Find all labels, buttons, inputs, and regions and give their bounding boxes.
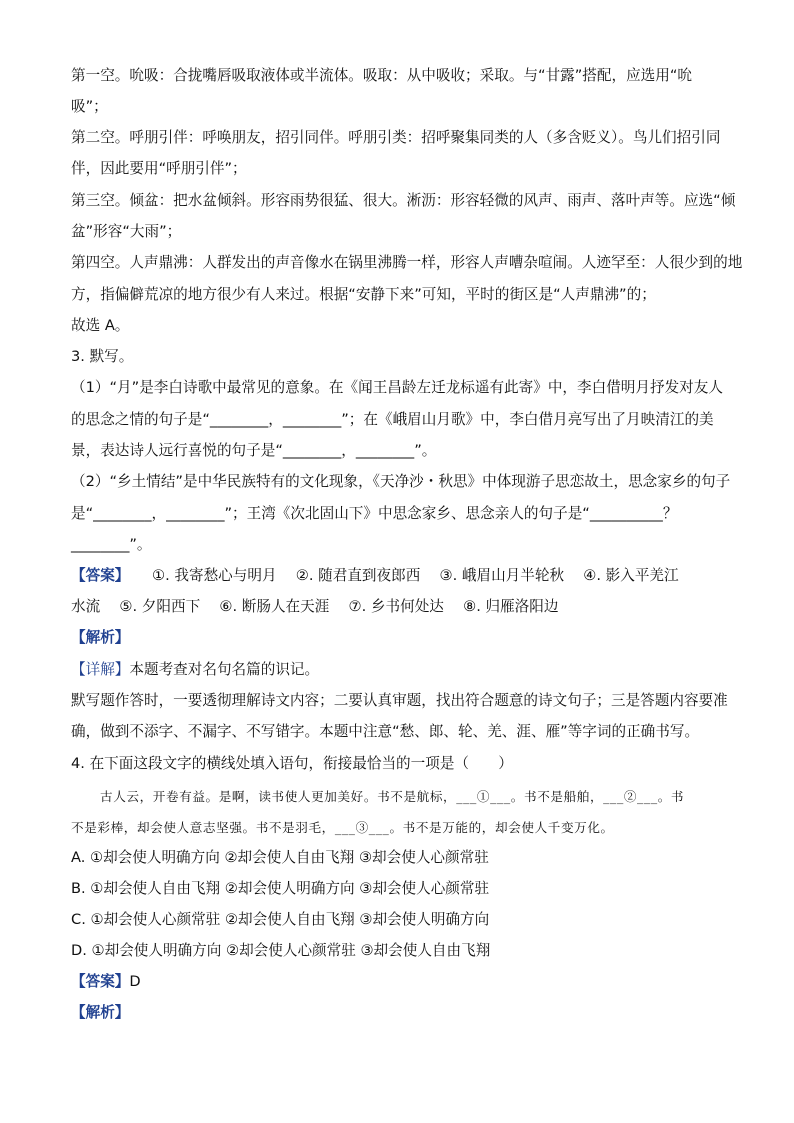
detail-tag: 【详解】: [71, 661, 130, 678]
option-d: D. ①却会使人明确方向 ②却会使人心颜常驻 ③却会使人自由飞翔: [71, 942, 491, 959]
detail-text: 本题考查对名句名篇的识记。: [129, 661, 320, 678]
question-4-passage: 不是彩棒，却会使人意志坚强。书不是羽毛，___③___。书不是万能的，却会使人千变万化。: [71, 820, 614, 835]
question-3-line: 景，表达诗人远行喜悦的句子是“________，________”。: [71, 442, 437, 459]
explanation-line: 方，指偏僻荒凉的地方很少有人来过。根据“安静下来”可知，平时的街区是“人声鼎沸”的；: [71, 286, 656, 303]
analysis-tag: 【解析】: [71, 1004, 130, 1021]
answer-text: ①. 我寄愁心与明月 ②. 随君直到夜郎西 ③. 峨眉山月半轮秋 ④. 影入平羌江: [152, 567, 679, 584]
answer-value: D: [129, 973, 141, 990]
question-3-line: （2）“乡土情结”是中华民族特有的文化现象，《天净沙・秋思》中体现游子思恋故土，思念家乡的句子: [71, 473, 731, 490]
option-b: B. ①却会使人自由飞翔 ②却会使人明确方向 ③却会使人心颜常驻: [71, 880, 490, 897]
question-3-answer: [71, 566, 731, 586]
question-4-answer: [71, 972, 731, 992]
question-3-line: 的思念之情的句子是“________，________”；在《峨眉山月歌》中，李白借月亮写出了月映清江的美: [71, 411, 714, 428]
answer-tag: 【答案】: [71, 567, 130, 584]
explanation-line: 吸”；: [71, 98, 108, 115]
answer-tag: 【答案】: [71, 973, 130, 990]
explanation-line: 盆”形容“大雨”；: [71, 223, 182, 240]
question-3-title: 3. 默写。: [71, 348, 134, 365]
explanation-line: 故选 A。: [71, 317, 130, 334]
option-a: A. ①却会使人明确方向 ②却会使人自由飞翔 ③却会使人心颜常驻: [71, 849, 489, 866]
explanation-line: 第四空。人声鼎沸：人群发出的声音像水在锅里沸腾一样，形容人声嘈杂喧闹。人迹罕至：人很少到的地: [71, 254, 743, 271]
question-4-passage: 古人云，开卷有益。是啊，读书使人更加美好。书不是航标，___①___。书不是船舶，___②___。书: [100, 789, 685, 804]
detail-line: 默写题作答时，一要透彻理解诗文内容；二要认真审题，找出符合题意的诗文句子；三是答题内容要准: [71, 692, 728, 709]
explanation-line: 伴，因此要用“呼朋引伴”；: [71, 160, 247, 177]
question-3-answer-cont: 水流 ⑤. 夕阳西下 ⑥. 断肠人在天涯 ⑦. 乡书何处达 ⑧. 归雁洛阳边: [71, 598, 559, 615]
detail-line: [71, 660, 731, 680]
detail-line: 确，做到不添字、不漏字、不写错字。本题中注意“愁、郎、轮、羌、涯、雁”等字词的正确书写。: [71, 723, 700, 740]
explanation-line: 第三空。倾盆：把水盆倾斜。形容雨势很猛、很大。淅沥：形容轻微的风声、雨声、落叶声等。应选“倾: [71, 192, 736, 209]
question-3-line: 是“________，________”；王湾《次北固山下》中思念家乡、思念亲人的句子是“__________？: [71, 505, 678, 522]
explanation-line: 第一空。吮吸：合拢嘴唇吸取液体或半流体。吸取：从中吸收；采取。与“甘露”搭配，应选用“吮: [71, 67, 693, 84]
question-3-line: （1）“月”是李白诗歌中最常见的意象。在《闻王昌龄左迁龙标遥有此寄》中，李白借明月抒发对友人: [71, 379, 723, 396]
option-c: C. ①却会使人心颜常驻 ②却会使人自由飞翔 ③却会使人明确方向: [71, 911, 490, 928]
question-3-line: ________”。: [71, 536, 152, 553]
question-4-title: 4. 在下面这段文字的横线处填入语句，衔接最恰当的一项是（ ）: [71, 755, 513, 772]
explanation-line: 第二空。呼朋引伴：呼唤朋友，招引同伴。呼朋引类：招呼聚集同类的人（多含贬义）。鸟儿们招引同: [71, 129, 721, 146]
analysis-tag: 【解析】: [71, 629, 130, 646]
